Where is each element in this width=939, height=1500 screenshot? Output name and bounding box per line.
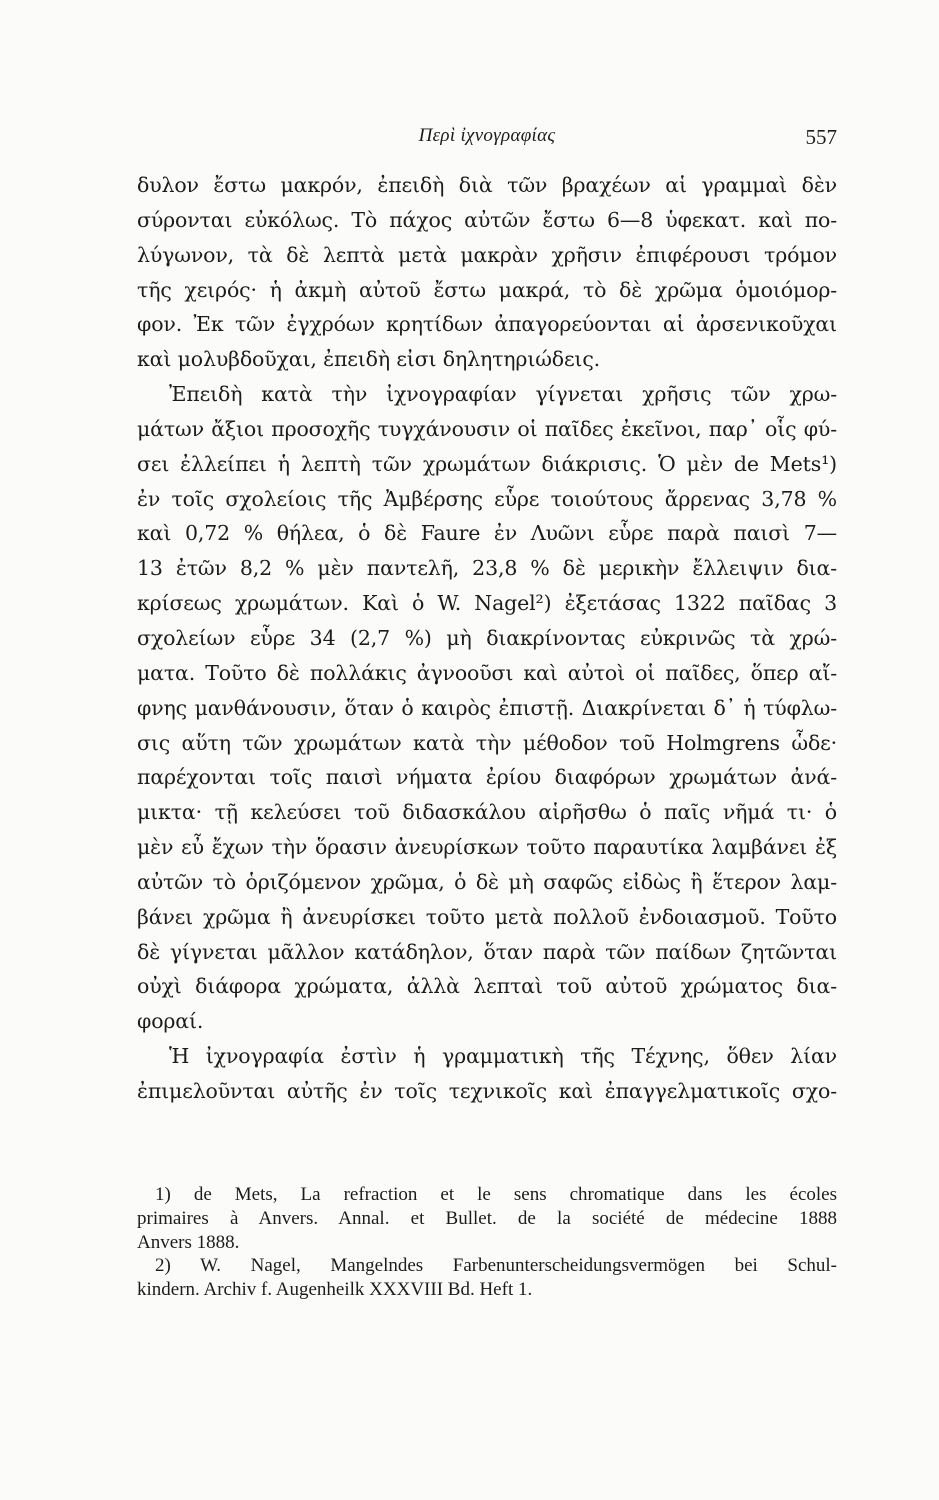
text-line: σις αὕτη τῶν χρωμάτων κατὰ τὴν μέθοδον τοῦ Holmgrens ὧδε· <box>137 730 837 755</box>
text-line: ἐν τοῖς σχολείοις τῆς Ἀμβέρσης εὗρε τοιούτους ἄρρενας 3,78 % <box>137 486 837 511</box>
text-line: βάνει χρῶμα ἢ ἀνευρίσκει τοῦτο μετὰ πολλοῦ ἐνδοιασμοῦ. Τοῦτο <box>137 904 837 929</box>
text-line: μικτα· τῇ κελεύσει τοῦ διδασκάλου αἱρῆσθω ὁ παῖς νῆμά τι· ὁ <box>137 800 837 825</box>
footnote-line: 2) W. Nagel, Mangelndes Farbenunterscheidungsvermögen bei Schul- <box>155 1255 837 1277</box>
text-line: 13 ἐτῶν 8,2 % μὲν παντελῆ, 23,8 % δὲ μερικὴν ἔλλειψιν δια- <box>137 556 837 581</box>
footnote-line: primaires à Anvers. Annal. et Bullet. de la société de médecine 1888 <box>137 1207 837 1229</box>
text-line: λύγωνον, τὰ δὲ λεπτὰ μετὰ μακρὰν χρῆσιν ἐπιφέρουσι τρόμον <box>137 242 837 267</box>
running-title: Περὶ ἰχνογραφίας <box>418 125 556 146</box>
text-line: παρέχονται τοῖς παισὶ νήματα ἐρίου διαφόρων χρωμάτων ἀνά- <box>137 765 837 790</box>
text-line: φον. Ἐκ τῶν ἐγχρόων κρητίδων ἀπαγορεύονται αἱ ἀρσενικοῦχαι <box>137 312 837 337</box>
text-line: ματα. Τοῦτο δὲ πολλάκις ἀγνοοῦσι καὶ αὐτοὶ οἱ παῖδες, ὅπερ αἴ- <box>137 660 837 685</box>
text-line: καὶ 0,72 % θήλεα, ὁ δὲ Faure ἐν Λυῶνι εὗρε παρὰ παισὶ 7— <box>137 521 837 546</box>
main-text <box>137 168 837 1109</box>
text-line: κρίσεως χρωμάτων. Καὶ ὁ W. Nagel²) ἐξετάσας 1322 παῖδας 3 <box>137 591 837 616</box>
text-line: οὐχὶ διάφορα χρώματα, ἀλλὰ λεπταὶ τοῦ αὐτοῦ χρώματος δια- <box>137 974 837 999</box>
text-line: φοραί. <box>137 1009 204 1034</box>
text-line: Ἐπειδὴ κατὰ τὴν ἰχνογραφίαν γίγνεται χρῆσις τῶν χρω- <box>169 382 837 407</box>
text-line: αὐτῶν τὸ ὁριζόμενον χρῶμα, ὁ δὲ μὴ σαφῶς εἰδὼς ἢ ἕτερον λαμ- <box>137 869 837 894</box>
footnotes <box>137 1183 837 1302</box>
footnote-line: Anvers 1888. <box>137 1231 240 1253</box>
text-line: σει ἐλλείπει ἡ λεπτὴ τῶν χρωμάτων διάκρισις. Ὁ μὲν de Mets¹) <box>137 451 837 476</box>
text-line: σχολείων εὗρε 34 (2,7 %) μὴ διακρίνοντας εὐκρινῶς τὰ χρώ- <box>137 625 837 650</box>
footnote-line: 1) de Mets, La refraction et le sens chromatique dans les écoles <box>155 1184 837 1205</box>
page-header <box>137 125 837 165</box>
text-line: Ἡ ἰχνογραφία ἐστὶν ἡ γραμματικὴ τῆς Τέχνης, ὅθεν λίαν <box>169 1044 837 1069</box>
text-line: καὶ μολυβδοῦχαι, ἐπειδὴ εἰσι δηλητηριώδεις. <box>137 347 601 372</box>
text-line: τῆς χειρός· ἡ ἀκμὴ αὐτοῦ ἔστω μακρά, τὸ δὲ χρῶμα ὁμοιόμορ- <box>137 277 837 302</box>
footnote-line: kindern. Archiv f. Augenheilk XXXVIII Bd. Heft 1. <box>137 1279 533 1301</box>
page-number: 557 <box>805 125 837 149</box>
text-line: μὲν εὖ ἔχων τὴν ὅρασιν ἀνευρίσκων τοῦτο παραυτίκα λαμβάνει ἐξ <box>137 835 837 860</box>
text-line: δυλον ἔστω μακρόν, ἐπειδὴ διὰ τῶν βραχέων αἱ γραμμαὶ δὲν <box>137 173 837 197</box>
text-line: δὲ γίγνεται μᾶλλον κατάδηλον, ὅταν παρὰ τῶν παίδων ζητῶνται <box>137 939 837 964</box>
text-line: φνης μανθάνουσιν, ὅταν ὁ καιρὸς ἐπιστῇ. Διακρίνεται δ᾽ ἡ τύφλω- <box>137 695 837 720</box>
text-line: μάτων ἄξιοι προσοχῆς τυγχάνουσιν οἱ παῖδες ἐκεῖνοι, παρ᾽ οἷς φύ- <box>137 416 837 441</box>
text-line: σύρονται εὐκόλως. Τὸ πάχος αὐτῶν ἔστω 6—8 ὑφεκατ. καὶ πο- <box>137 207 837 232</box>
text-line: ἐπιμελοῦνται αὐτῆς ἐν τοῖς τεχνικοῖς καὶ ἐπαγγελματικοῖς σχο- <box>137 1078 837 1103</box>
